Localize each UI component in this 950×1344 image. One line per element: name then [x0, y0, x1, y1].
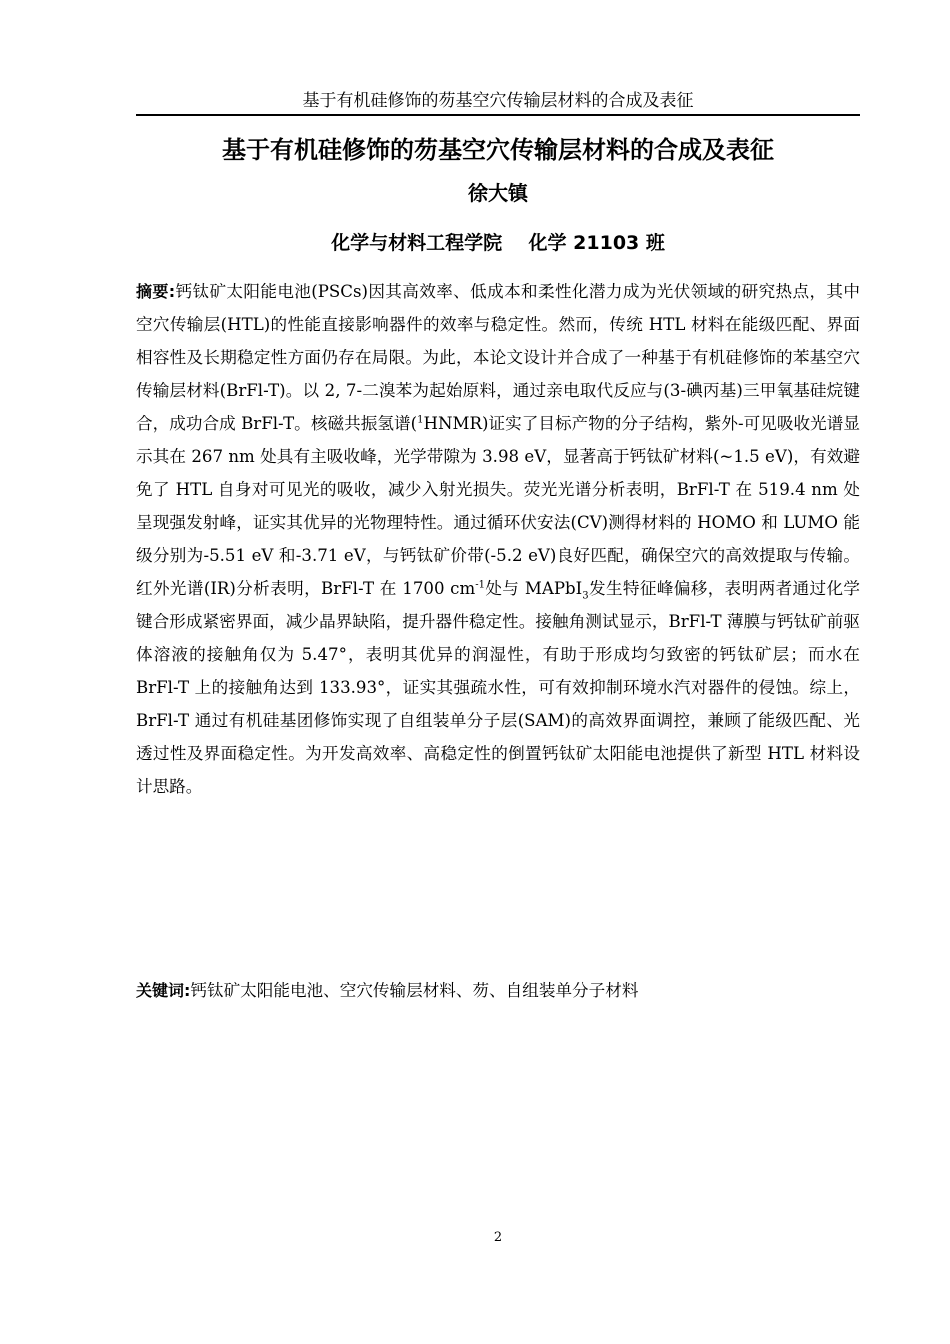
abstract-superscript-1: 1	[417, 414, 424, 426]
running-header: 基于有机硅修饰的芴基空穴传输层材料的合成及表征	[302, 91, 694, 111]
page-number: 2	[493, 1230, 503, 1245]
abstract-superscript-2: -1	[475, 579, 485, 591]
author-name: 徐大镇	[468, 181, 528, 205]
abstract-subscript-3: 3	[582, 590, 589, 602]
affiliation: 化学与材料工程学院 化学 21103 班	[331, 232, 665, 254]
abstract-text-part-1: 钙钛矿太阳能电池(PSCs)因其高效率、低成本和柔性化潜力成为光伏领域的研究热点，其中空穴传输层(HTL)的性能直接影响器件的效率与稳定性。然而，传统 HTL 材料在能级匹配、界面相容性及长期稳定性方面仍存在局限。为此，本论文设计并合成了一种基于有机硅修饰的苯基空穴传输层材料(BrFl-T)。以 2, 7-二溴苯为起始原料，通过亲电取代反应与(3-碘丙基)三甲氧基硅烷键合，成功合成 BrFl-T。核磁共振氢谱(	[136, 282, 860, 433]
abstract-text-part-4: 发生特征峰偏移，表明两者通过化学键合形成紧密界面，减少晶界缺陷，提升器件稳定性。接触角测试显示，BrFl-T 薄膜与钙钛矿前驱体溶液的接触角仅为 5.47°，表明其优异的润湿性，有助于形成均匀致密的钙钛矿层；而水在 BrFl-T 上的接触角达到 133.93°，证实其强疏水性，可有效抑制环境水汽对器件的侵蚀。综上，BrFl-T 通过有机硅基团修饰实现了自组装单分子层(SAM)的高效界面调控，兼顾了能级匹配、光透过性及界面稳定性。为开发高效率、高稳定性的倒置钙钛矿太阳能电池提供了新型 HTL 材料设计思路。	[136, 579, 861, 796]
abstract	[136, 275, 860, 803]
keywords	[136, 977, 860, 1005]
header-rule	[136, 114, 860, 116]
abstract-text-part-2: HNMR)证实了目标产物的分子结构，紫外-可见吸收光谱显示其在 267 nm 处具有主吸收峰，光学带隙为 3.98 eV，显著高于钙钛矿材料(~1.5 eV)，有效避免了 HTL 自身对可见光的吸收，减少入射光损失。荧光光谱分析表明，BrFl-T 在 519.4 nm 处呈现强发射峰，证实其优异的光物理特性。通过循环伏安法(CV)测得材料的 HOMO 和 LUMO 能级分别为-5.51 eV 和-3.71 eV，与钙钛矿价带(-5.2 eV)良好匹配，确保空穴的高效提取与传输。红外光谱(IR)分析表明，BrFl-T 在 1700 cm	[136, 414, 860, 598]
keywords-label: 关键词:	[136, 981, 191, 1000]
abstract-label: 摘要:	[136, 282, 176, 301]
paper-title: 基于有机硅修饰的芴基空穴传输层材料的合成及表征	[222, 136, 774, 164]
keywords-text: 钙钛矿太阳能电池、空穴传输层材料、芴、自组装单分子材料	[190, 981, 639, 1000]
abstract-text-part-3: 处与 MAPbI	[484, 579, 583, 598]
